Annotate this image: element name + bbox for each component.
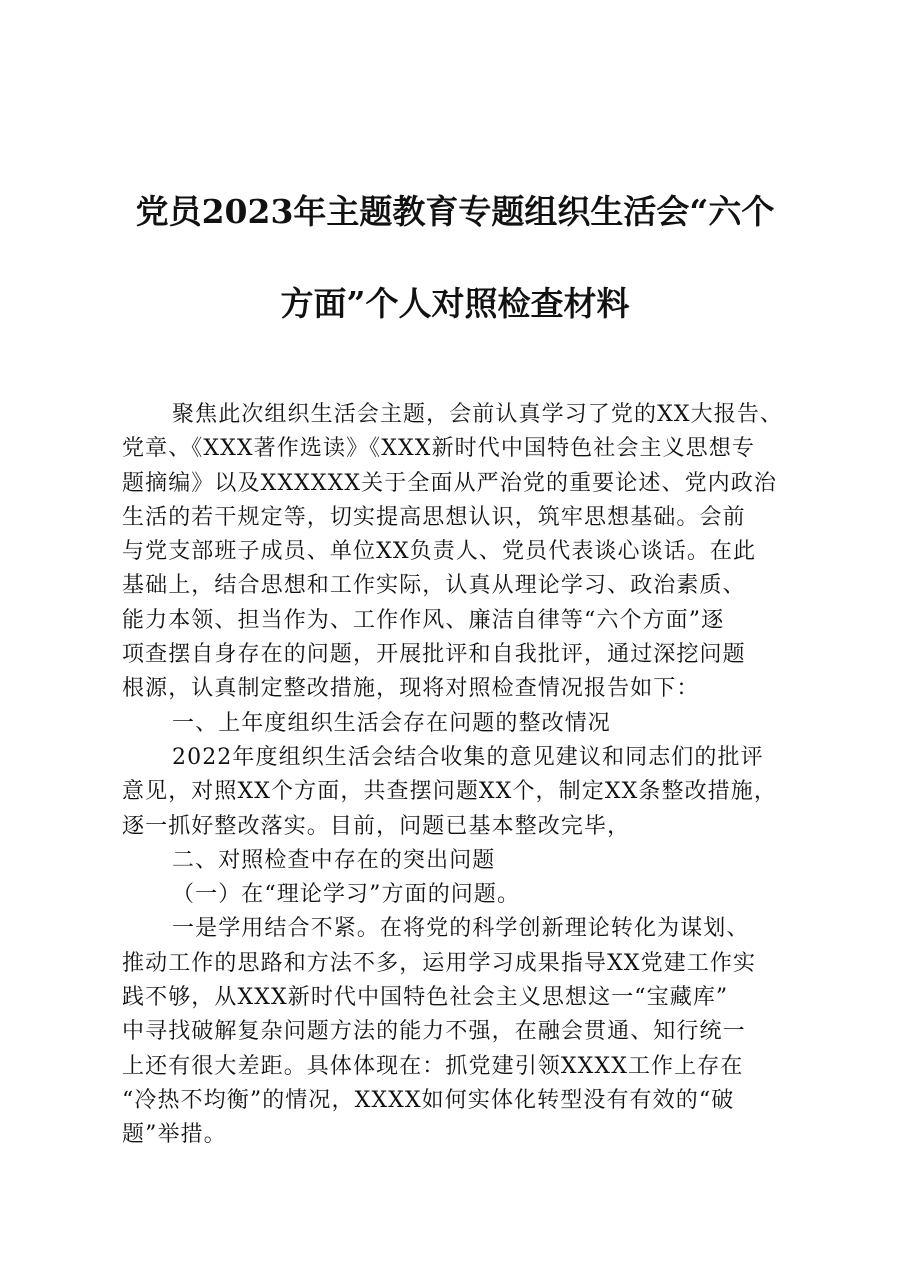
body-line: 2022年度组织生活会结合收集的意见建议和同志们的批评 xyxy=(172,744,764,770)
body-line: 中寻找破解复杂问题方法的能力不强，在融会贯通、知行统一 xyxy=(122,1019,746,1045)
body-line: “冷热不均衡”的情况，XXXX如何实体化转型没有有效的“破 xyxy=(122,1087,735,1113)
body-line: 能力本领、担当作为、工作作风、廉洁自律等“六个方面”逐 xyxy=(122,607,725,633)
body-line: 项查摆自身存在的问题，开展批评和自我批评，通过深挖问题 xyxy=(122,642,746,668)
body-line: 根源，认真制定整改措施，现将对照检查情况报告如下： xyxy=(122,676,700,702)
document-body xyxy=(122,398,812,1153)
body-line: 践不够，从XXX新时代中国特色社会主义思想这一“宝藏库” xyxy=(122,985,729,1011)
body-line: 题”举措。 xyxy=(122,1122,227,1148)
body-line: 意见，对照XX个方面，共查摆问题XX个，制定XX条整改措施， xyxy=(122,779,777,805)
section-heading-1: 一、上年度组织生活会存在问题的整改情况 xyxy=(172,710,611,736)
section-heading-2: 二、对照检查中存在的突出问题 xyxy=(172,847,496,873)
body-line: 聚焦此次组织生活会主题，会前认真学习了党的XX大报告、 xyxy=(172,402,784,427)
body-line: 逐一抓好整改落实。目前，问题已基本整改完毕， xyxy=(122,813,631,839)
body-line: 一是学用结合不紧。在将党的科学创新理论转化为谋划、 xyxy=(172,916,750,942)
body-line: 生活的若干规定等，切实提高思想认识，筑牢思想基础。会前 xyxy=(122,504,746,530)
body-line: 推动工作的思路和方法不多，运用学习成果指导XX党建工作实 xyxy=(122,950,757,976)
body-line: 题摘编》以及XXXXXX关于全面从严治党的重要论述、党内政治 xyxy=(122,470,777,496)
document-title-line-2: 方面”个人对照检查材料 xyxy=(280,284,630,323)
body-line: 上还有很大差距。具体体现在：抓党建引领XXXX工作上存在 xyxy=(122,1053,744,1079)
body-line: 党章、《XXX著作选读》《XXX新时代中国特色社会主义思想专 xyxy=(122,436,755,462)
document-title-line-1: 党员2023年主题教育专题组织生活会“六个 xyxy=(135,192,775,231)
body-line: 与党支部班子成员、单位XX负责人、党员代表谈心谈话。在此 xyxy=(122,539,757,565)
body-line: 基础上，结合思想和工作实际，认真从理论学习、政治素质、 xyxy=(122,573,746,599)
subsection-heading-1: （一）在“理论学习”方面的问题。 xyxy=(172,882,521,908)
